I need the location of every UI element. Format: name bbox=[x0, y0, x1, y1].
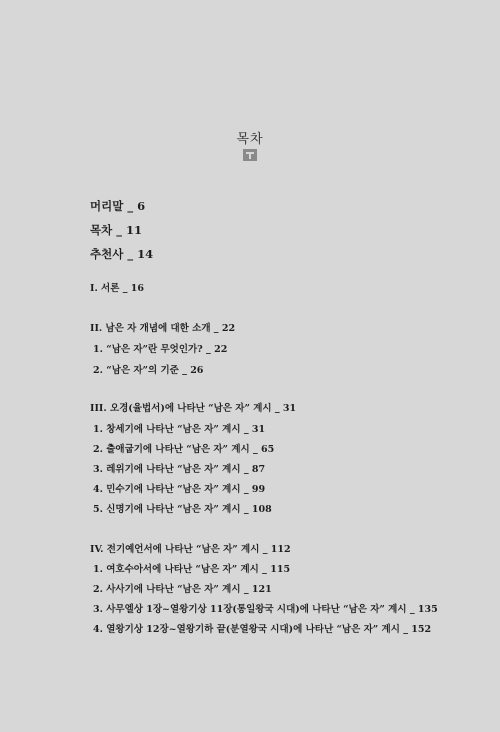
toc-front-recommendation[interactable]: 추천사 _ 14 bbox=[90, 247, 154, 261]
toc-part-heading[interactable]: II. 남은 자 개념에 대한 소개 _ 22 bbox=[90, 323, 236, 334]
toc-item[interactable]: 2. 사사기에 나타난 “남은 자” 계시 _ 121 bbox=[93, 584, 272, 595]
toc-item[interactable]: 5. 신명기에 나타난 “남은 자” 계시 _ 108 bbox=[93, 504, 272, 515]
toc-item[interactable]: 4. 민수기에 나타난 “남은 자” 계시 _ 99 bbox=[93, 484, 266, 495]
toc-item[interactable]: 4. 열왕기상 12장~열왕기하 끝(분열왕국 시대)에 나타난 “남은 자” 계시 _ 152 bbox=[93, 624, 432, 635]
toc-item[interactable]: 1. 여호수아서에 나타난 “남은 자” 계시 _ 115 bbox=[93, 564, 291, 575]
toc-item[interactable]: 2. “남은 자”의 기준 _ 26 bbox=[93, 365, 204, 376]
toc-item[interactable]: 3. 레위기에 나타난 “남은 자” 계시 _ 87 bbox=[93, 464, 266, 475]
ornament-icon bbox=[243, 149, 257, 161]
toc-item[interactable]: 1. 창세기에 나타난 “남은 자” 계시 _ 31 bbox=[93, 424, 266, 435]
toc-part-heading[interactable]: IV. 전기예언서에 나타난 “남은 자” 계시 _ 112 bbox=[90, 544, 291, 555]
toc-front-contents[interactable]: 목차 _ 11 bbox=[90, 223, 142, 237]
toc-item[interactable]: 2. 출애굽기에 나타난 “남은 자” 계시 _ 65 bbox=[93, 444, 275, 455]
page-title: 목차 bbox=[236, 132, 264, 147]
toc-item[interactable]: 3. 사무엘상 1장~열왕기상 11장(통일왕국 시대)에 나타난 “남은 자” 계시 _ 135 bbox=[93, 604, 438, 615]
toc-part-heading[interactable]: III. 오경(율법서)에 나타난 “남은 자” 계시 _ 31 bbox=[90, 403, 297, 414]
toc-item[interactable]: 1. “남은 자”란 무엇인가? _ 22 bbox=[93, 344, 228, 355]
toc-part-heading[interactable]: I. 서론 _ 16 bbox=[90, 283, 144, 294]
toc-front-preface[interactable]: 머리말 _ 6 bbox=[90, 199, 146, 213]
